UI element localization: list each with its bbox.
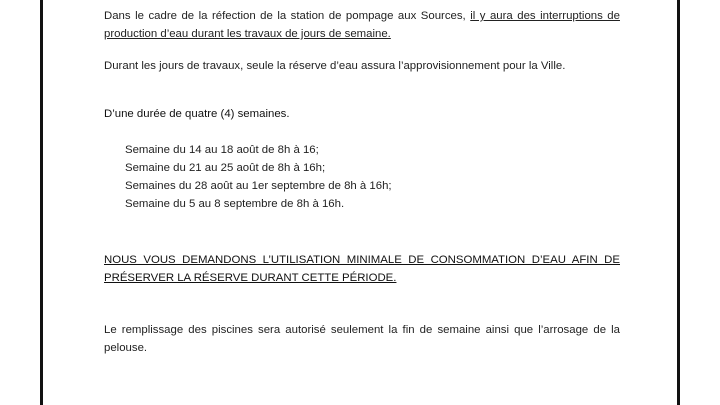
notice-paragraph: NOUS VOUS DEMANDONS L’UTILISATION MINIMALE DE CONSOMMATION D’EAU AFIN DE PRÉSERVER LA RÉSERVE DURANT CETTE PÉRIODE. bbox=[104, 254, 620, 284]
reserve-paragraph: Durant les jours de travaux, seule la réserve d’eau assura l’approvisionnement pour la Ville. bbox=[104, 60, 566, 72]
intro-underlined-text: il y aura des interruptions de production d’eau durant les travaux de jours de semaine. bbox=[104, 10, 620, 40]
pool-paragraph: Le remplissage des piscines sera autorisé seulement la fin de semaine ainsi que l’arrosage de la pelouse. bbox=[104, 324, 620, 354]
duration-heading: D’une durée de quatre (4) semaines. bbox=[104, 108, 290, 120]
page-border-left bbox=[40, 0, 43, 405]
list-item: Semaine du 21 au 25 août de 8h à 16h; bbox=[125, 162, 326, 174]
intro-paragraph bbox=[104, 7, 620, 43]
intro-text: Dans le cadre de la réfection de la station de pompage aux Sources, bbox=[104, 10, 471, 22]
document-body bbox=[104, 7, 620, 357]
list-item: Semaine du 5 au 8 septembre de 8h à 16h. bbox=[125, 198, 345, 210]
list-item: Semaine du 14 au 18 août de 8h à 16; bbox=[125, 144, 319, 156]
page-border-right bbox=[677, 0, 680, 405]
weeks-list bbox=[104, 141, 620, 213]
list-item: Semaines du 28 août au 1er septembre de 8h à 16h; bbox=[125, 180, 392, 192]
